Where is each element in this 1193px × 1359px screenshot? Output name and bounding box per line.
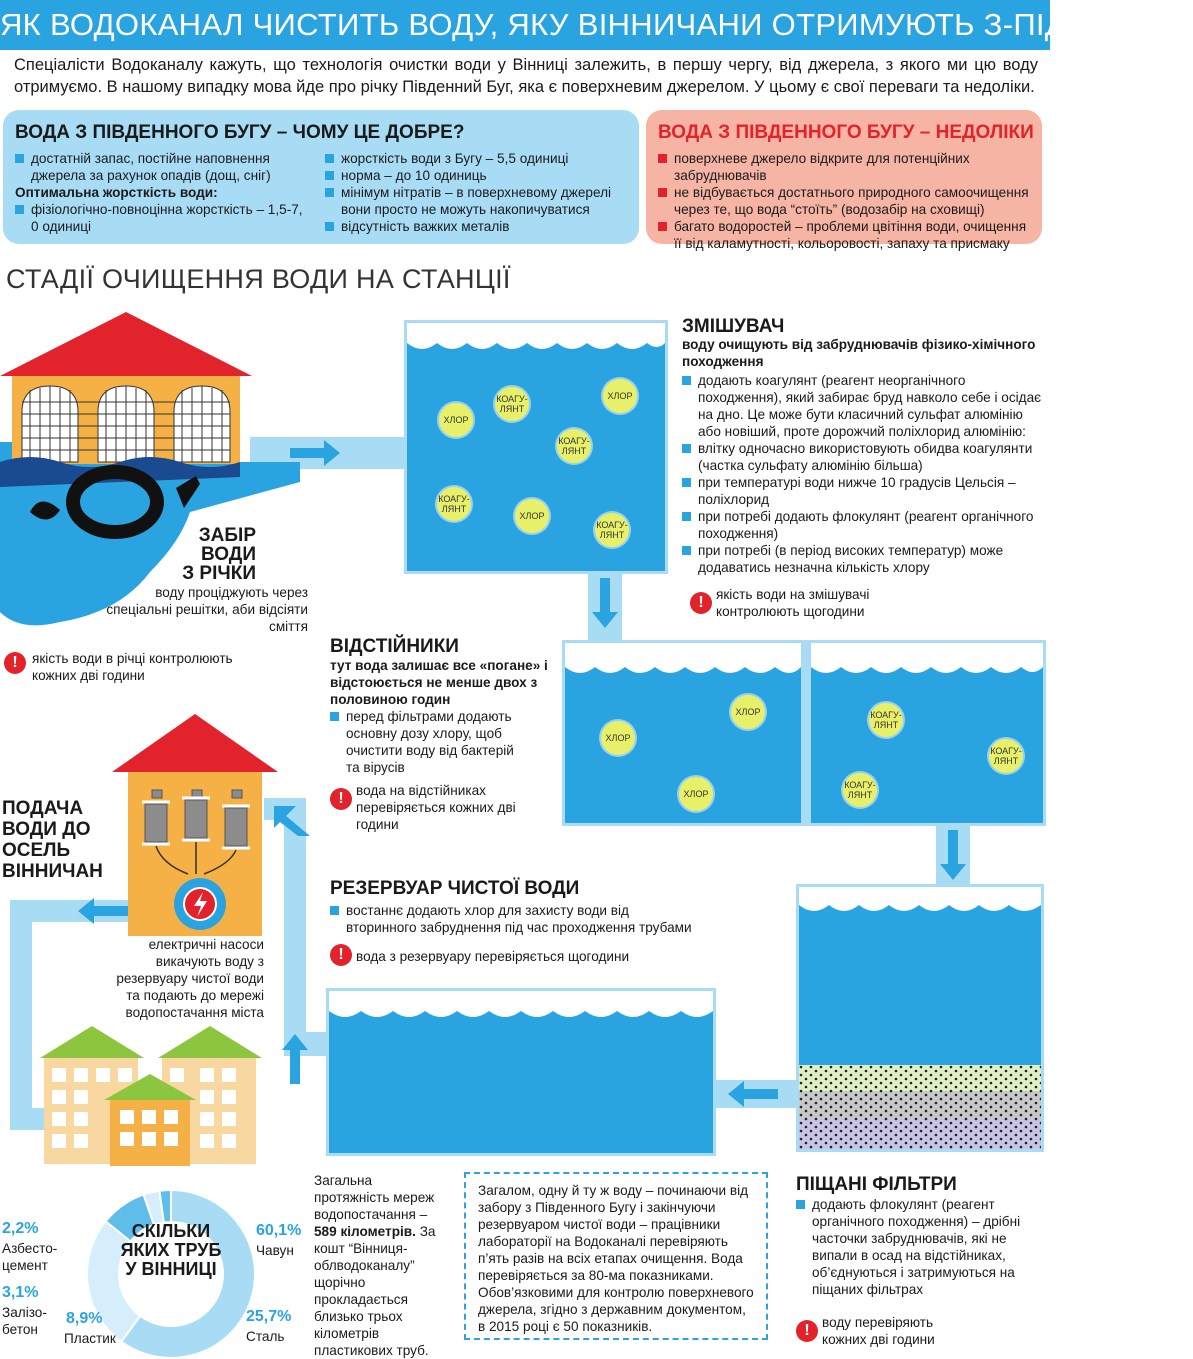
supply-head-line: ОСЕЛЬ xyxy=(2,840,71,861)
coagulant-ball: КОАГУ-ЛЯНТ xyxy=(437,487,471,521)
settlers-warning: вода на відстійниках перевіряється кожних дві години xyxy=(356,783,516,832)
wave-decoration xyxy=(565,661,1043,685)
arrow-up-left-icon xyxy=(270,806,310,836)
sand-filter-tank xyxy=(796,884,1044,1152)
wave-decoration xyxy=(329,1005,713,1029)
reservoir-list xyxy=(330,902,702,936)
arrow-left-icon xyxy=(728,1081,778,1107)
supply-head-line: ВІННИЧАН xyxy=(2,861,103,882)
page-title: ЯК ВОДОКАНАЛ ЧИСТИТЬ ВОДУ, ЯКУ ВІННИЧАНИ ОТРИМУЮТЬ З-ПІД КРАНУ? xyxy=(0,0,1050,50)
mixer-item: додають коагулянт (реагент неорганічного походження), який забирає бруд навколо себе і осідає на дно. Це може бути класичний сульфат алюмінію або новіший, проте дорожчий поліхлорид алюмінію: xyxy=(682,372,1042,440)
pipe-pct-asbestos: 2,2% xyxy=(2,1220,39,1237)
settlers-item: перед фільтрами додають основну дозу хлору, щоб очистити воду від бактерій та вірусів xyxy=(330,708,524,776)
coagulant-ball: КОАГУ-ЛЯНТ xyxy=(843,773,877,807)
chlorine-ball: ХЛОР xyxy=(601,721,635,755)
filters-warning: воду перевіряють кожних дві години xyxy=(822,1315,935,1347)
pipe-name-concrete: Залізо-бетон xyxy=(2,1305,47,1337)
network-part2: За кошт “Вінницяоблводоканалу” щорічно прокладається близько трьох кілометрів пластикових труб. xyxy=(314,1224,436,1358)
settler-tanks xyxy=(562,640,1046,826)
intake-head-line: ЗАБІР xyxy=(198,525,256,546)
network-part1: Загальна протяжність мереж водопостачання – xyxy=(314,1173,435,1222)
reservoir-item: востаннє додають хлор для захисту води від вторинного забруднення під час проходження трубами xyxy=(330,902,702,936)
settlers-list xyxy=(330,708,524,776)
mixer-sub: воду очищують від забруднювачів фізико-хімічного походження xyxy=(682,337,1036,369)
pipe-pct-castiron: 60,1% xyxy=(256,1222,302,1239)
mixer-item: влітку одночасно використовують обидва коагулянти (частка сульфату алюмінію більша) xyxy=(682,440,1042,474)
supply-text: електричні насоси викачують воду з резервуару чистої води та подають до мережі водопостачання міста xyxy=(116,937,264,1020)
wave-decoration xyxy=(799,899,1041,923)
chlorine-ball: ХЛОР xyxy=(439,403,473,437)
intake-warning: якість води в річці контролюють кожних дві години xyxy=(32,651,233,683)
pros-panel xyxy=(3,110,639,244)
pipe-name-castiron: Чавун xyxy=(256,1243,294,1258)
sand-layers xyxy=(799,1065,1041,1149)
mixer-head: ЗМІШУВАЧ xyxy=(682,316,785,337)
filters-item: додають флокулянт (реагент органічного походження) – дрібні часточки забруднювачів, які не випали в осад на відстійниках, об’єднуються і затримуються на піщаних фільтрах xyxy=(796,1196,1046,1298)
coagulant-ball: КОАГУ-ЛЯНТ xyxy=(595,513,629,547)
arrow-down-icon xyxy=(940,830,966,880)
wave-decoration xyxy=(407,337,665,361)
mixer-item: при потребі додають флокулянт (реагент органічного походження) xyxy=(682,508,1042,542)
reservoir-head: РЕЗЕРВУАР ЧИСТОЇ ВОДИ xyxy=(330,878,580,899)
summary-text: Загалом, одну й ту ж воду – починаючи від забору з Південного Бугу і закінчуючи резервуаром чистої води – працівники лабораторії на Водоканалі перевіряють п’ять разів на всіх етапах очищення. Вода перевіряється за 80-ма показниками. Обов’язковими для контролю поверхневого джерела, згідно з державним документом, в 2015 році є 50 показників. xyxy=(478,1183,754,1334)
pipe-name-steel: Сталь xyxy=(246,1329,285,1344)
chlorine-ball: ХЛОР xyxy=(515,499,549,533)
pipe-pct-concrete: 3,1% xyxy=(2,1284,39,1301)
warning-icon: ! xyxy=(330,944,352,966)
pros-col1 xyxy=(15,150,305,235)
reservoir-warning: вода з резервуару перевіряється щогодини xyxy=(356,949,630,964)
stages-title: СТАДІЇ ОЧИЩЕННЯ ВОДИ НА СТАНЦІЇ xyxy=(6,264,511,294)
supply-head-line: ПОДАЧА xyxy=(2,798,84,819)
chlorine-ball: ХЛОР xyxy=(679,777,713,811)
warning-icon: ! xyxy=(690,592,712,614)
mixer-warning: якість води на змішувачі контролюють щогодини xyxy=(716,587,870,619)
warning-icon: ! xyxy=(4,652,26,674)
warning-icon: ! xyxy=(330,788,352,810)
pros-item: фізіологічно-повноцінна жорсткість – 1,5-7, 0 одиниці xyxy=(15,201,305,235)
pros-item: жорсткість води з Бугу – 5,5 одиниці xyxy=(325,150,629,167)
city-illustration xyxy=(40,1026,290,1166)
settlers-sub: тут вода залишає все «погане» і відстоюється не менше двох з половиною годин xyxy=(330,658,548,707)
pipe-name-plastic: Пластик xyxy=(64,1331,116,1346)
cons-title: ВОДА З ПІВДЕННОГО БУГУ – НЕДОЛІКИ xyxy=(658,122,1034,143)
pipe-pct-steel: 25,7% xyxy=(246,1308,292,1325)
cons-item: поверхневе джерело відкрите для потенційних забруднювачів xyxy=(658,150,1032,184)
coagulant-ball: КОАГУ-ЛЯНТ xyxy=(869,703,903,737)
pros-item: мінімум нітратів – в поверхневому джерелі вони просто не можуть накопичуватися xyxy=(325,184,629,218)
filters-head: ПІЩАНІ ФІЛЬТРИ xyxy=(796,1174,957,1195)
network-km: 589 кілометрів. xyxy=(314,1224,416,1239)
mixer-item: при температурі води нижче 10 градусів Цельсія – поліхлорид xyxy=(682,474,1042,508)
supply-head xyxy=(2,798,103,882)
filters-list xyxy=(796,1196,1046,1298)
cons-list xyxy=(658,150,1032,252)
intake-text: воду проціджують через спеціальні решітки, аби відсіяти сміття xyxy=(106,585,308,634)
mixer-list xyxy=(682,372,1042,576)
pipe-pct-plastic: 8,9% xyxy=(66,1310,103,1327)
pipe-reservoir-up-v xyxy=(284,798,306,1056)
intake-head-line: З РІЧКИ xyxy=(182,563,256,584)
pros-title: ВОДА З ПІВДЕННОГО БУГУ – ЧОМУ ЦЕ ДОБРЕ? xyxy=(15,122,465,143)
pros-subhead: Оптимальна жорсткість води: xyxy=(15,185,218,200)
pipes-title: СКІЛЬКИ ЯКИХ ТРУБ У ВІННИЦІ xyxy=(120,1221,222,1279)
intake-head xyxy=(176,526,256,583)
reservoir-tank xyxy=(326,988,716,1156)
cons-item: багато водоростей – проблеми цвітіння води, очищення її від каламутності, кольоровості, запаху та присмаку xyxy=(658,218,1032,252)
settlers-head: ВІДСТІЙНИКИ xyxy=(330,636,459,657)
network-text xyxy=(314,1172,438,1359)
pros-col2 xyxy=(325,150,629,235)
filter-water xyxy=(799,905,1041,1065)
mixer-tank xyxy=(404,320,668,574)
pros-item: відсутність важких металів xyxy=(325,218,629,235)
cons-panel xyxy=(646,110,1042,251)
reservoir-water xyxy=(329,1011,713,1153)
pros-item: достатній запас, постійне наповнення джерела за рахунок опадів (дощ, сніг) xyxy=(15,150,305,184)
coagulant-ball: КОАГУ-ЛЯНТ xyxy=(557,429,591,463)
intake-head-line: ВОДИ xyxy=(201,544,256,565)
pump-station-illustration xyxy=(112,714,272,936)
cons-item: не відбувається достатнього природного самоочищення через те, що вода “стоїть” (водозабір на сховищі) xyxy=(658,184,1032,218)
intro-text: Спеціалісти Водоканалу кажуть, що технологія очистки води у Вінниці залежить, в першу чергу, від джерела, з якого ми цю воду отримуємо. В нашому випадку мова йде про річку Південний Буг, яка є поверхневим джерелом. У цьому є свої переваги та недоліки. xyxy=(14,56,1038,96)
supply-head-line: ВОДИ ДО xyxy=(2,819,91,840)
coagulant-ball: КОАГУ-ЛЯНТ xyxy=(495,387,529,421)
coagulant-ball: КОАГУ-ЛЯНТ xyxy=(989,739,1023,773)
warning-icon: ! xyxy=(796,1320,818,1342)
pros-item: норма – до 10 одиниць xyxy=(325,167,629,184)
summary-box xyxy=(464,1172,768,1340)
chlorine-ball: ХЛОР xyxy=(731,695,765,729)
mixer-item: при потребі (в період високих температур) може додаватись незначна кількість хлору xyxy=(682,542,1042,576)
arrow-down-icon xyxy=(592,578,618,628)
pipe-name-asbestos: Азбесто-цемент xyxy=(2,1241,58,1273)
chlorine-ball: ХЛОР xyxy=(603,379,637,413)
pipe-out-v xyxy=(10,900,32,1130)
